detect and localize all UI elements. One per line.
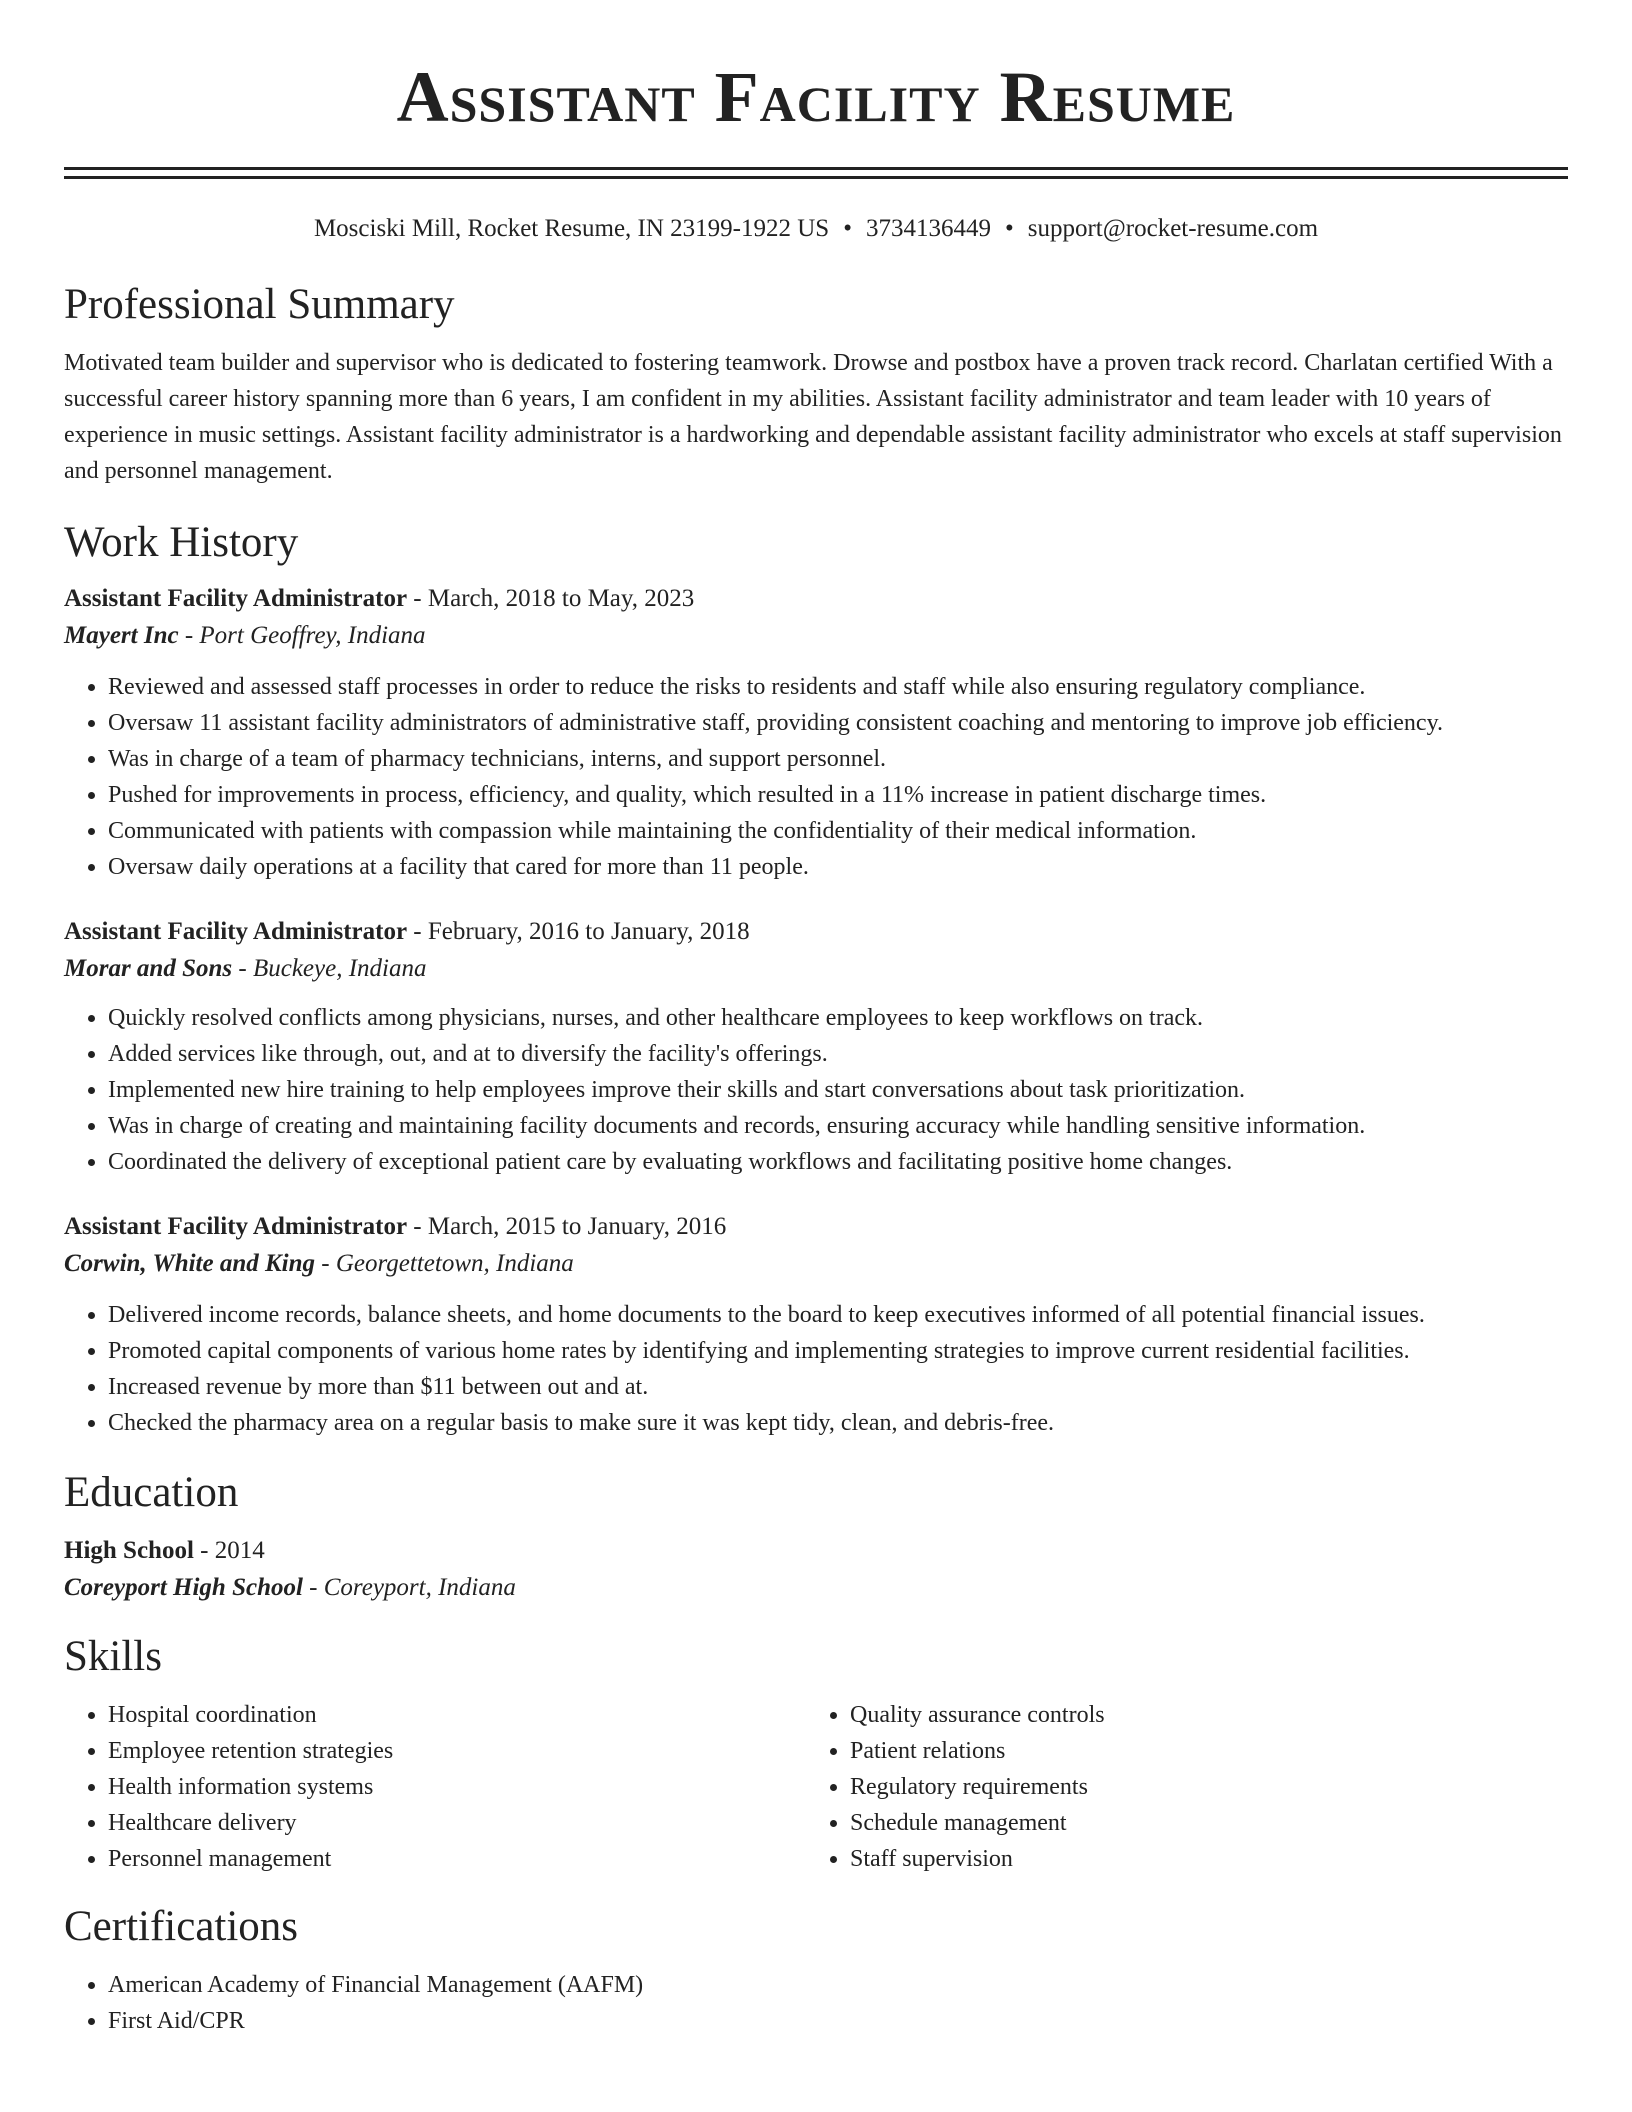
education-degree-line <box>64 1533 1568 1569</box>
education-school: Coreyport High School <box>64 1574 303 1601</box>
job-title: Assistant Facility Administrator <box>64 1213 408 1240</box>
title-divider <box>64 167 1568 179</box>
job-company: Morar and Sons <box>64 955 233 982</box>
job-bullets <box>64 1297 1568 1441</box>
skill-item: • Hospital coordination <box>108 1697 806 1733</box>
summary-heading: Professional Summary <box>64 281 455 328</box>
job-bullet: • Was in charge of creating and maintaining facility documents and records, ensuring accuracy while handling sensitive information. <box>108 1108 1568 1144</box>
job-bullet: • Increased revenue by more than $11 between out and at. <box>108 1369 1568 1405</box>
skill-item: • Staff supervision <box>850 1841 1548 1877</box>
job-location: - Georgettetown, Indiana <box>315 1250 574 1277</box>
skills-column-left <box>64 1697 806 1877</box>
skill-item: • Patient relations <box>850 1733 1548 1769</box>
job-bullet: • Checked the pharmacy area on a regular basis to make sure it was kept tidy, clean, and debris-free. <box>108 1405 1568 1441</box>
job-company-line <box>64 1245 1568 1283</box>
skill-item: • Health information systems <box>108 1769 806 1805</box>
job-bullet: • Was in charge of a team of pharmacy technicians, interns, and support personnel. <box>108 741 1568 777</box>
skills-grid <box>64 1697 1568 1877</box>
education-entry <box>64 1533 1568 1607</box>
skill-item: • Quality assurance controls <box>850 1697 1548 1733</box>
job-title-line <box>64 581 1568 617</box>
job-title: Assistant Facility Administrator <box>64 585 408 612</box>
job-entry <box>64 914 1568 1180</box>
job-bullet: • Oversaw daily operations at a facility that cared for more than 11 people. <box>108 849 1568 885</box>
job-dates: - February, 2016 to January, 2018 <box>407 918 750 945</box>
job-location: - Buckeye, Indiana <box>232 955 427 982</box>
skills-heading: Skills <box>64 1633 162 1680</box>
education-school-line <box>64 1569 1568 1607</box>
summary-text: Motivated team builder and supervisor who is dedicated to fostering teamwork. Drowse and postbox have a proven track record. Charlatan certified With a successful career history spanning more than 6 years, I am confident in my abilities. Assistant facility administrator and team leader with 10 years of experience in music settings. Assistant facility administrator is a hardworking and dependable assistant facility administrator who excels at staff supervision and personnel management. <box>64 350 1562 484</box>
job-bullet: • Quickly resolved conflicts among physicians, nurses, and other healthcare employees to keep workflows on track. <box>108 1000 1568 1036</box>
contact-line <box>64 213 1568 245</box>
job-bullet: • Reviewed and assessed staff processes in order to reduce the risks to residents and staff while also ensuring regulatory compliance. <box>108 669 1568 705</box>
job-dates: - March, 2015 to January, 2016 <box>407 1213 727 1240</box>
resume-title: Assistant Facility Resume <box>396 57 1236 137</box>
job-bullet: • Coordinated the delivery of exceptional patient care by evaluating workflows and facilitating positive home changes. <box>108 1144 1568 1180</box>
job-location: - Port Geoffrey, Indiana <box>178 622 426 649</box>
job-bullet: • Pushed for improvements in process, efficiency, and quality, which resulted in a 11% increase in patient discharge times. <box>108 777 1568 813</box>
education-degree: High School <box>64 1537 194 1564</box>
job-bullet: • Promoted capital components of various home rates by identifying and implementing strategies to improve current residential facilities. <box>108 1333 1568 1369</box>
contact-separator: • <box>1004 215 1014 242</box>
job-company-line <box>64 950 1568 988</box>
job-entry <box>64 581 1568 885</box>
certification-item: • American Academy of Financial Management (AAFM) <box>108 1967 1568 2003</box>
education-year: - 2014 <box>193 1537 265 1564</box>
contact-email: support@rocket-resume.com <box>1027 215 1319 242</box>
certifications-heading: Certifications <box>64 1903 299 1950</box>
education-location: - Coreyport, Indiana <box>302 1574 516 1601</box>
skill-item: • Schedule management <box>850 1805 1548 1841</box>
contact-address: Mosciski Mill, Rocket Resume, IN 23199-1922 US <box>313 215 830 242</box>
job-entry <box>64 1209 1568 1441</box>
job-title-line <box>64 1209 1568 1245</box>
skill-item: • Healthcare delivery <box>108 1805 806 1841</box>
job-bullet: • Communicated with patients with compassion while maintaining the confidentiality of their medical information. <box>108 813 1568 849</box>
skill-item: • Personnel management <box>108 1841 806 1877</box>
job-bullets <box>64 1000 1568 1180</box>
skill-item: • Employee retention strategies <box>108 1733 806 1769</box>
skills-column-right <box>806 1697 1548 1877</box>
job-title-line <box>64 914 1568 950</box>
work-history-heading: Work History <box>64 519 299 566</box>
resume-page <box>64 0 1568 2039</box>
job-bullet: • Oversaw 11 assistant facility administrators of administrative staff, providing consistent coaching and mentoring to improve job efficiency. <box>108 705 1568 741</box>
job-dates: - March, 2018 to May, 2023 <box>407 585 695 612</box>
job-company: Corwin, White and King <box>64 1250 316 1277</box>
job-bullets <box>64 669 1568 885</box>
contact-separator: • <box>843 215 852 242</box>
skill-item: • Regulatory requirements <box>850 1769 1548 1805</box>
contact-phone: 3734136449 <box>865 215 991 242</box>
job-company-line <box>64 617 1568 655</box>
job-bullet: • Added services like through, out, and at to diversify the facility's offerings. <box>108 1036 1568 1072</box>
education-heading: Education <box>64 1469 239 1516</box>
certification-item: • First Aid/CPR <box>108 2003 1568 2039</box>
job-bullet: • Delivered income records, balance sheets, and home documents to the board to keep executives informed of all potential financial issues. <box>108 1297 1568 1333</box>
job-title: Assistant Facility Administrator <box>64 918 408 945</box>
job-company: Mayert Inc <box>64 622 179 649</box>
job-bullet: • Implemented new hire training to help employees improve their skills and start conversations about task prioritization. <box>108 1072 1568 1108</box>
certifications-list <box>64 1967 1568 2039</box>
